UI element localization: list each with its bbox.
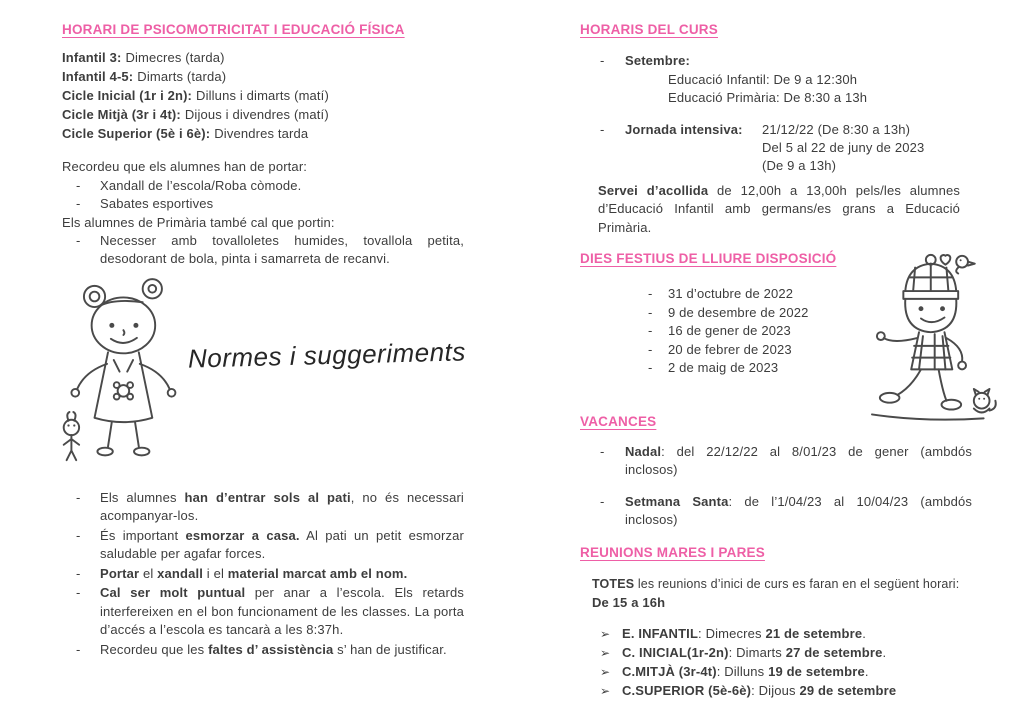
meeting-item (600, 625, 972, 644)
heading-reunions: REUNIONS MARES I PARES (580, 544, 765, 560)
meeting-text: C.MITJÀ (3r-4t): Dilluns 19 de setembre. (622, 663, 869, 679)
dash-bullet: - (76, 527, 81, 543)
vacances-text: Setmana Santa: de l’1/04/23 al 10/04/23 (ambdós inclosos) (625, 493, 972, 528)
setembre-hours-line: Educació Infantil: De 9 a 12:30h (668, 71, 858, 87)
dash-bullet: - (648, 360, 653, 376)
festiu-date-text: 9 de desembre de 2022 (668, 304, 809, 320)
meeting-text: C.SUPERIOR (5è-6è): Dijous 29 de setembre (622, 682, 897, 698)
primaria-item (76, 232, 464, 269)
arrow-bullet: ➢ (600, 664, 611, 679)
festiu-date-text: 20 de febrer de 2023 (668, 341, 792, 357)
schedule-row (62, 87, 464, 106)
dash-bullet: - (76, 177, 81, 193)
heading-horaris-del-curs: HORARIS DEL CURS (580, 22, 718, 37)
setembre-hours-line: Educació Primària: De 8:30 a 13h (668, 90, 868, 106)
schedule-days: Dimarts (tarda) (137, 69, 227, 85)
rule-text: Recordeu que les faltes d’ assistència s’ han de justificar. (100, 641, 447, 657)
heading-horari-psicomotricitat: HORARI DE PSICOMOTRICITAT I EDUCACIÓ FÍSICA (62, 22, 405, 37)
meeting-item (600, 682, 972, 701)
bring-item (76, 195, 464, 213)
jornada-line: Del 5 al 22 de juny de 2023 (762, 139, 925, 155)
vacances-item (600, 443, 972, 480)
rule-text: Portar el xandall i el material marcat amb el nom. (100, 565, 408, 581)
schedule-row (62, 49, 464, 68)
reunions-intro-text: TOTES les reunions d’inici de curs es faran en el següent horari: (592, 576, 960, 591)
vacances-text: Nadal: del 22/12/22 al 8/01/23 de gener (ambdós inclosos) (625, 443, 972, 478)
dash-bullet: - (600, 53, 605, 69)
dash-bullet: - (648, 323, 653, 339)
jornada-line: (De 9 a 13h) (762, 158, 837, 174)
arrow-bullet: ➢ (600, 626, 611, 641)
setembre-schedule-item (580, 52, 972, 107)
dash-bullet: - (76, 196, 81, 212)
festiu-date-text: 31 d’octubre de 2022 (668, 286, 794, 302)
meeting-item (600, 644, 972, 663)
setembre-body (625, 52, 867, 107)
schedule-course-label: Cicle Superior (5è i 6è): (62, 126, 211, 142)
rule-item (76, 584, 464, 639)
dash-bullet: - (76, 565, 81, 581)
jornada-intensiva-item (580, 121, 972, 176)
schedule-row (62, 68, 464, 87)
schedule-row (62, 125, 464, 144)
dash-bullet: - (600, 121, 605, 137)
rule-item (76, 489, 464, 526)
rule-text: És important esmorzar a casa. Al pati un petit esmorzar saludable per agafar forces. (100, 527, 464, 562)
rule-item (76, 527, 464, 564)
festiu-date-text: 2 de maig de 2023 (668, 360, 779, 376)
schedule-days: Dijous i divendres (matí) (184, 107, 329, 123)
meeting-text: E. INFANTIL: Dimecres 21 de setembre. (622, 625, 866, 641)
primaria-item-text: Necesser amb tovalloletes humides, tovallola petita, desodorant de bola, pinta i samarreta de recanvi. (100, 232, 464, 267)
arrow-bullet: ➢ (600, 683, 611, 698)
rules-list (62, 489, 464, 659)
dash-bullet: - (648, 286, 653, 302)
dash-bullet: - (648, 341, 653, 357)
setembre-hours (625, 71, 867, 108)
jornada-label: Jornada intensiva: (625, 121, 743, 137)
boy-doodle-illustration (836, 248, 1004, 434)
schedule-days: Dimecres (tarda) (125, 50, 225, 66)
servei-acollida-paragraph: Servei d’acollida de 12,00h a 13,00h pels/les alumnes d’Educació Infantil amb germans/es grans a Educació Primària. (598, 182, 960, 235)
illustration-row (62, 275, 467, 473)
dash-bullet: - (76, 641, 81, 657)
dash-bullet: - (600, 443, 605, 459)
vacances-list (580, 443, 972, 530)
arrow-bullet: ➢ (600, 645, 611, 660)
meeting-item (600, 663, 972, 682)
schedule-days: Dilluns i dimarts (matí) (196, 88, 329, 104)
heading-vacances: VACANCES (580, 413, 657, 429)
bring-item-text: Xandall de l’escola/Roba còmode. (100, 177, 302, 193)
primaria-intro-text: Els alumnes de Primària també cal que portin: (62, 214, 335, 230)
left-page-column (62, 20, 467, 660)
jornada-line: 21/12/22 (De 8:30 a 13h) (762, 121, 911, 137)
girl-doodle-illustration (56, 275, 186, 473)
reunions-time-text: De 15 a 16h (592, 594, 666, 610)
dash-bullet: - (76, 489, 81, 505)
rule-text: Cal ser molt puntual per anar a l’escola. Els retards interfereixen en el bon funcionament de les classes. La porta d’accés a l’escola es tancarà a les 8:37h. (100, 585, 464, 638)
bring-item (76, 177, 464, 195)
meetings-list (580, 625, 972, 701)
dash-bullet: - (76, 585, 81, 601)
heading-dies-festius: DIES FESTIUS DE LLIURE DISPOSICIÓ (580, 251, 837, 267)
dash-bullet: - (600, 493, 605, 509)
handwritten-caption: Normes i suggeriments (187, 336, 467, 374)
rule-text: Els alumnes han d’entrar sols al pati, no és necessari acompanyar-los. (100, 489, 464, 524)
bring-item-text: Sabates esportives (100, 196, 214, 212)
bring-list (62, 177, 464, 214)
festiu-date-text: 16 de gener de 2023 (668, 323, 791, 339)
setembre-label: Setembre: (625, 53, 690, 69)
meeting-text: C. INICIAL(1r-2n): Dimarts 27 de setembre. (622, 644, 887, 660)
dash-bullet: - (648, 304, 653, 320)
jornada-dates (762, 121, 924, 176)
bring-intro-text: Recordeu que els alumnes han de portar: (62, 159, 308, 175)
schedule-days: Divendres tarda (214, 126, 309, 142)
schedule-course-label: Infantil 3: (62, 50, 122, 66)
schedule-course-label: Cicle Mitjà (3r i 4t): (62, 107, 181, 123)
schedule-course-label: Infantil 4-5: (62, 69, 134, 85)
pe-schedule-list (62, 49, 464, 144)
schedule-course-label: Cicle Inicial (1r i 2n): (62, 88, 193, 104)
rule-item (76, 641, 464, 659)
vacances-item (600, 493, 972, 530)
primaria-list (62, 232, 464, 269)
dash-bullet: - (76, 232, 81, 248)
rule-item (76, 565, 464, 583)
schedule-row (62, 106, 464, 125)
